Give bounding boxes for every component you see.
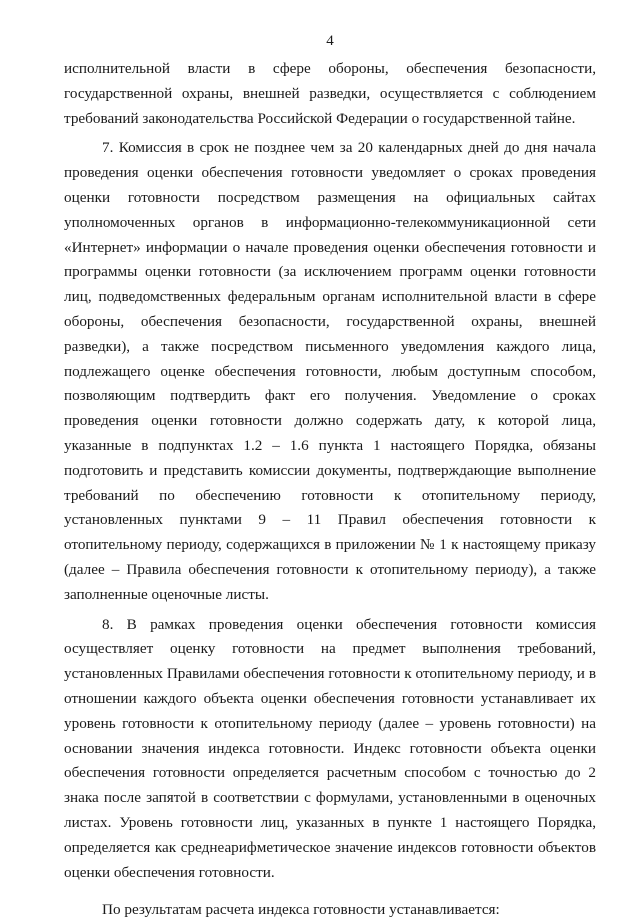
paragraph-results-intro: По результатам расчета индекса готовности устанавливается: [102,901,500,919]
paragraph-item-8: 8. В рамках проведения оценки обеспечения готовности комиссия осуществляет оценку готовности на предмет выполнения требований, установленных Правилами обеспечения готовности к отопительному периоду, и в отношении каждого объекта оценки обеспечения готовности устанавливает их уровень готовности к отопительному периоду (далее – уровень готовности) на основании значения индекса готовности. Индекс готовности объекта оценки обеспечения готовности определяется расчетным способом с точностью до 2 знака после запятой в соответствии с формулами, установленными в оценочных листах. Уровень готовности лиц, указанных в пункте 1 настоящего Порядка, определяется как среднеарифметическое значение индексов готовности объектов оценки обеспечения готовности. [64,615,596,881]
paragraph-continuation: исполнительной власти в сфере обороны, обеспечения безопасности, государственной охраны, внешней разведки, осуществляется с соблюдением требований законодательства Российской Федерации о государственной тайне. [64,60,596,127]
paragraph-item-7: 7. Комиссия в срок не позднее чем за 20 календарных дней до дня начала проведения оценки обеспечения готовности уведомляет о сроках проведения оценки готовности посредством размещения на официальных сайтах уполномоченных органов в информационно-телекоммуникационной сети «Интернет» информации о начале проведения оценки обеспечения готовности и программы оценки готовности (за исключением программ оценки готовности лиц, подведомственных федеральным органам исполнительной власти в сфере обороны, обеспечения безопасности, государственной охраны, внешней разведки), а также посредством письменного уведомления каждого лица, подлежащего оценке обеспечения готовности, любым доступным способом, позволяющим подтвердить факт его получения. Уведомление о сроках проведения оценки готовности должно содержать дату, к которой лица, указанные в подпунктах 1.2 – 1.6 пункта 1 настоящего Порядка, обязаны подготовить и представить комиссии документы, подтверждающие выполнение требований по обеспечению готовности к отопительному периоду, установленных пунктами 9 – 11 Правил обеспечения готовности к отопительному периоду, содержащихся в приложении № 1 к настоящему приказу (далее – Правила обеспечения готовности к отопительному периоду), а также заполненные оценочные листы. [64,139,596,603]
page-number: 4 [326,33,334,49]
